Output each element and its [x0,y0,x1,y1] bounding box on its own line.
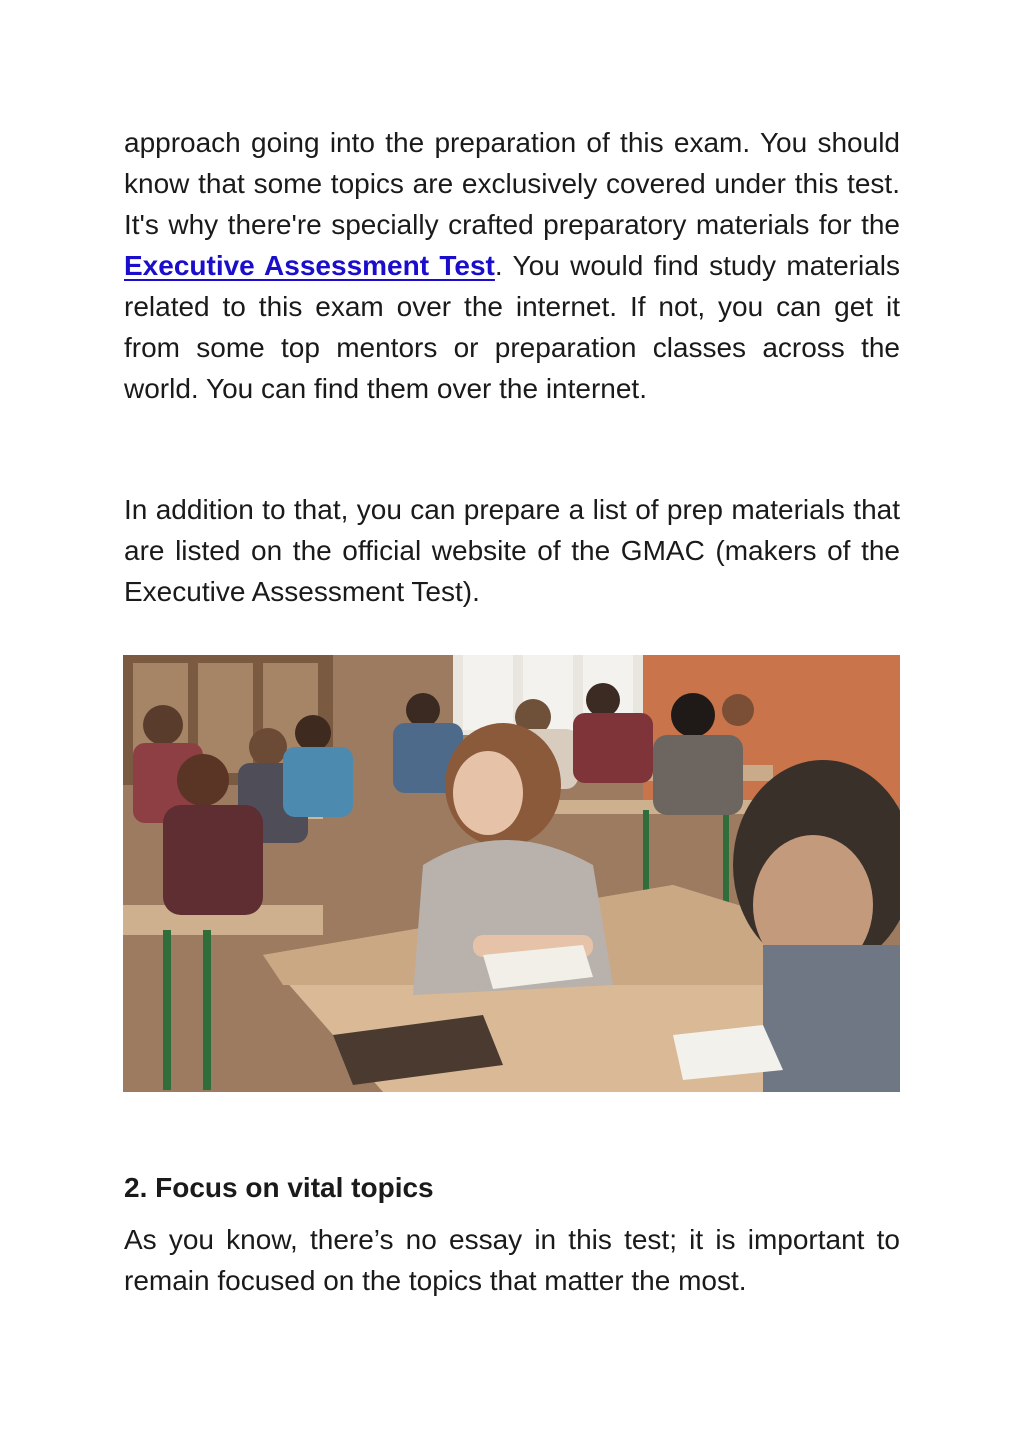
intro-text-after-link: . You would find study materials related to this exam over the internet. If not, you can get it from some top mentors or preparation classes across the world. You can find them over the internet. [124,250,900,404]
intro-text-before-link: approach going into the preparation of this exam. You should know that some topics are exclusively covered under this test. It's why there're specially crafted preparatory materials for the [124,127,900,240]
executive-assessment-test-link[interactable]: Executive Assessment Test [124,250,495,281]
intro-paragraph [124,122,900,409]
section-heading: 2. Focus on vital topics [124,1172,434,1203]
section-body-paragraph: As you know, there’s no essay in this test; it is important to remain focused on the topics that matter the most. [124,1224,900,1296]
prep-materials-paragraph: In addition to that, you can prepare a list of prep materials that are listed on the official website of the GMAC (makers of the Executive Assessment Test). [124,494,900,607]
students-exam-photo [123,655,900,1092]
